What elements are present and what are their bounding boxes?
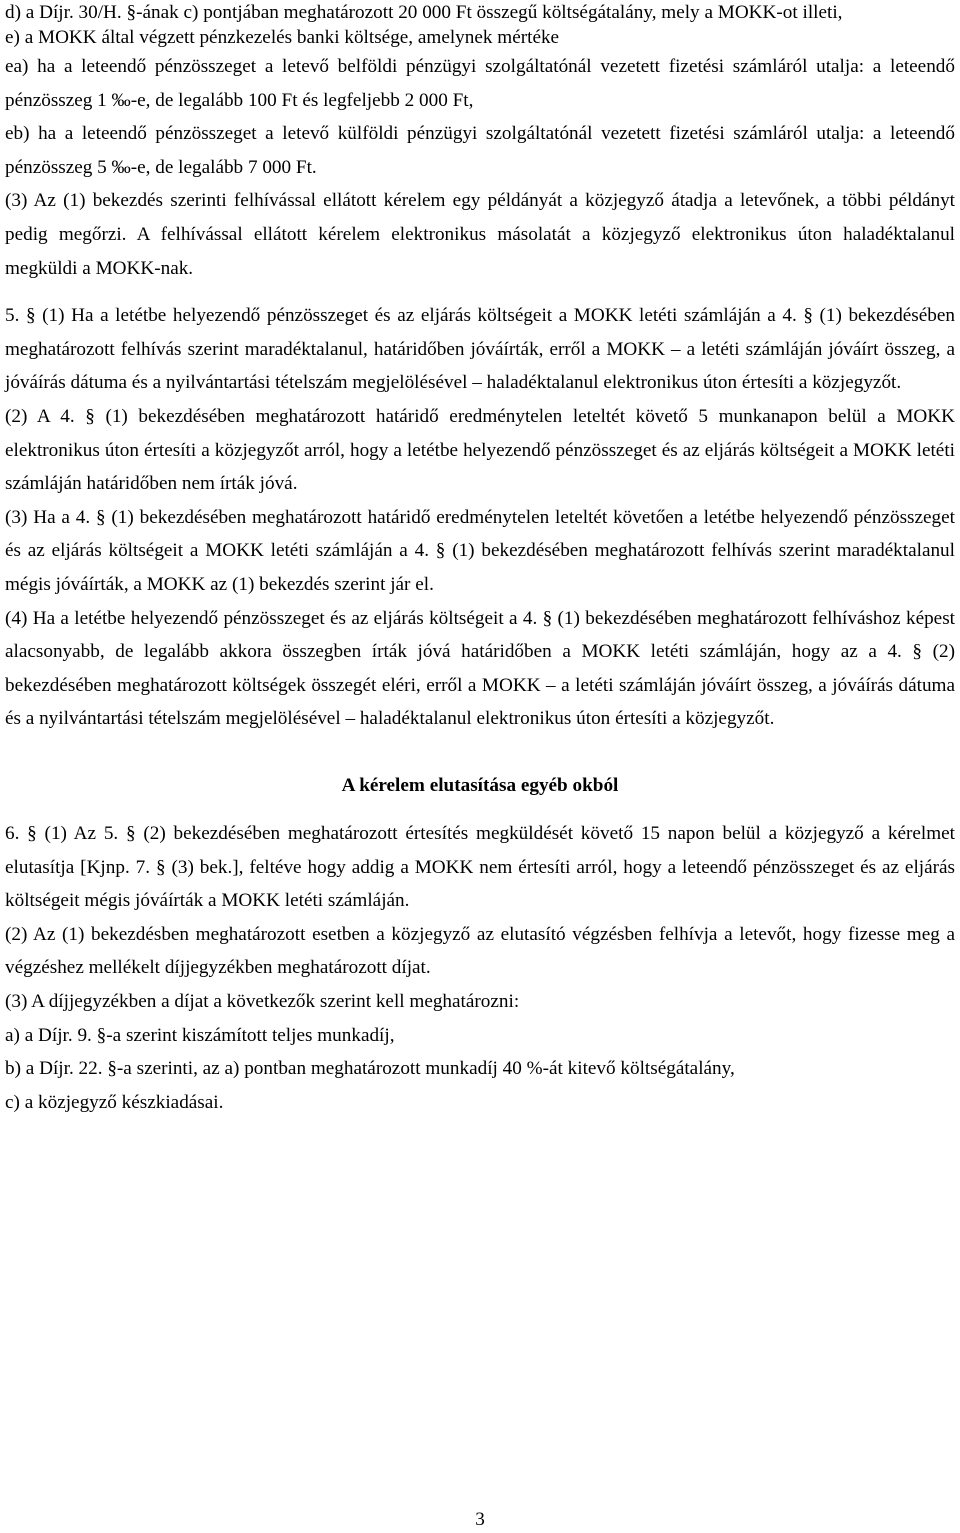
section-heading: A kérelem elutasítása egyéb okból: [341, 775, 619, 797]
document-body: [5, 0, 955, 1119]
paragraph-ea: ea) ha a leteendő pénzösszeget a letevő belföldi pénzügyi szolgáltatónál vezetett fizetési számláról utalja: a leteendő pénzösszeg 1 ‰-e, de legalább 100 Ft és legfeljebb 2 000 Ft,: [5, 56, 955, 111]
spacer: [5, 803, 955, 817]
page-number: 3: [475, 1509, 485, 1530]
section-6-3-b: b) a Díjr. 22. §-a szerinti, az a) pontban meghatározott munkadíj 40 %-át kitevő költségátalány,: [5, 1058, 735, 1080]
section-6-3: (3) A díjjegyzékben a díjat a következők szerint kell meghatározni:: [5, 991, 520, 1013]
section-5-4: (4) Ha a letétbe helyezendő pénzösszeget és az eljárás költségeit a 4. § (1) bekezdésében meghatározott felhíváshoz képest alacsonyabb, de legalább akkora összegben írták jóvá határidőben a MOKK letéti számláján, hogy az a 4. § (2) bekezdésében meghatározott költségek összegét eléri, erről a MOKK – a letéti számláján jóváírt összeg, a jóváírás dátuma és a nyilvántartási tételszám megjelölésével – haladéktalanul elektronikus úton értesíti a közjegyzőt.: [5, 607, 955, 730]
section-5-3: (3) Ha a 4. § (1) bekezdésében meghatározott határidő eredménytelen leteltét követően a letétbe helyezendő pénzösszeget és az eljárás költségeit a MOKK letéti számláján a 4. § (1) bekezdésében meghatározott felhívás szerint maradéktalanul mégis jóváírták, a MOKK az (1) bekezdés szerint jár el.: [5, 506, 955, 595]
section-6-1: 6. § (1) Az 5. § (2) bekezdésében meghatározott értesítés megküldését követő 15 napon belül a közjegyző a kérelmet elutasítja [Kjnp. 7. § (3) bek.], feltéve hogy addig a MOKK nem értesíti arról, hogy a leteendő pénzösszeget és az eljárás költségeit mégis jóváírták a MOKK letéti számláján.: [5, 823, 955, 912]
spacer: [5, 285, 955, 299]
paragraph-e: e) a MOKK által végzett pénzkezelés banki költsége, amelynek mértéke: [5, 27, 560, 48]
section-5-2: (2) A 4. § (1) bekezdésében meghatározott határidő eredménytelen leteltét követő 5 munkanapon belül a MOKK elektronikus úton értesíti a közjegyzőt arról, hogy a letétbe helyezendő pénzösszeget és az eljárás költségeit a MOKK letéti számláján határidőben nem írták jóvá.: [5, 405, 955, 495]
spacer: [5, 736, 955, 770]
section-6-3-a: a) a Díjr. 9. §-a szerint kiszámított teljes munkadíj,: [5, 1024, 395, 1046]
document-page: [5, 0, 955, 1119]
section-6-3-c: c) a közjegyző készkiadásai.: [5, 1091, 224, 1113]
paragraph-d: d) a Díjr. 30/H. §-ának c) pontjában meghatározott 20 000 Ft összegű költségátalány, mely a MOKK-ot illeti,: [5, 2, 843, 23]
paragraph-eb: eb) ha a leteendő pénzösszeget a letevő külföldi pénzügyi szolgáltatónál vezetett fizetési számláról utalja: a leteendő pénzösszeg 5 ‰-e, de legalább 7 000 Ft.: [5, 123, 955, 178]
section-6-2: (2) Az (1) bekezdésben meghatározott esetben a közjegyző az elutasító végzésben felhívja a letevőt, hogy fizesse meg a végzéshez mellékelt díjjegyzékben meghatározott díjat.: [5, 923, 955, 979]
paragraph-4-3: (3) Az (1) bekezdés szerinti felhívással ellátott kérelem egy példányát a közjegyző átadja a letevőnek, a többi példányt pedig megőrzi. A felhívással ellátott kérelem elektronikus másolatát a közjegyző elektronikus úton haladéktalanul megküldi a MOKK-nak.: [5, 190, 955, 279]
section-5-1: 5. § (1) Ha a letétbe helyezendő pénzösszeget és az eljárás költségeit a MOKK letéti számláján a 4. § (1) bekezdésében meghatározott felhívás szerint maradéktalanul, határidőben jóváírták, erről a MOKK – a letéti számláján jóváírt összeg, a jóváírás dátuma és a nyilvántartási tételszám megjelölésével – haladéktalanul elektronikus úton értesíti a közjegyzőt.: [5, 305, 955, 394]
